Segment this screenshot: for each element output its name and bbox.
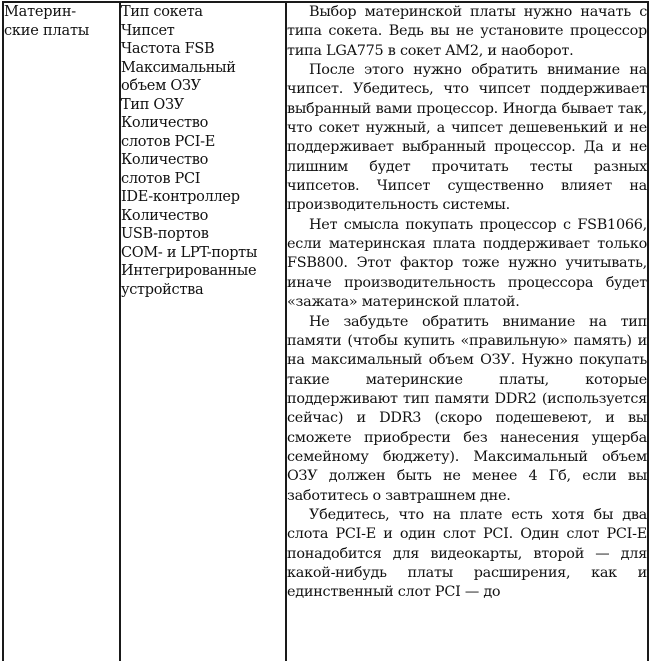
parameter-item: IDE-контроллер [121, 189, 240, 205]
description-paragraph: Не забудьте обратить внимание на тип памяти (чтобы купить «правильную» память) и на максимальный объем ОЗУ. Нужно покупать такие материнские платы, которые поддерживают тип памяти DDR2 (используется сейчас) и DDR3 (скоро подешевеют, и вы сможете приобрести без нанесения ущерба семейному бюджету). Максимальный объем ОЗУ должен быть не менее 4 Гб, если вы заботитесь о завтрашнем дне. [287, 313, 647, 504]
parameter-item: Чипсет [121, 22, 175, 39]
category-label: Материн- ские платы [4, 4, 90, 39]
description-cell [286, 2, 648, 661]
parameter-item: устройства [121, 281, 204, 298]
description-paragraph: Нет смысла покупать процессор с FSB1066, если материнская плата поддерживает только FSB800. Этот фактор тоже нужно учитывать, иначе производительность процессора будет «зажата» материнской платой. [287, 216, 647, 311]
parameter-item: Количество [121, 152, 209, 168]
parameter-item: Интегрированные [121, 263, 257, 279]
category-cell [3, 2, 120, 661]
table-row [3, 2, 648, 661]
parameter-item: USB-портов [121, 226, 209, 242]
parameter-item: слотов PCI [121, 170, 201, 187]
parameter-item: Количество [121, 207, 209, 224]
parameter-item: Количество [121, 115, 209, 131]
description-paragraph: Убедитесь, что на плате есть хотя бы два слота PCI-E и один слот PCI. Один слот PCI-E понадобится для видеокарты, второй — для какой-нибудь платы расширения, как и единственный слот PCI — до [287, 506, 647, 601]
parameter-item: Максимальный [121, 59, 236, 76]
hardware-spec-table [2, 1, 649, 661]
description-paragraph: Выбор материнской платы нужно начать с типа сокета. Ведь вы не установите процессор типа LGA775 в сокет AM2, и наоборот. [287, 4, 647, 59]
parameters-cell [120, 2, 286, 661]
parameter-item: слотов PCI-E [121, 133, 216, 150]
description-paragraph: После этого нужно обратить внимание на чипсет. Убедитесь, что чипсет поддерживает выбранный вами процессор. Иногда бывает так, что сокет нужный, а чипсет дешевенький и не поддерживает выбранный процессор. Да и не лишним будет прочитать тесты разных чипсетов. Чипсет существенно влияет на производительность системы. [287, 62, 647, 214]
parameter-item: объем ОЗУ [121, 78, 201, 94]
parameter-item: Частота FSB [121, 41, 215, 57]
parameter-item: Тип сокета [121, 4, 203, 20]
parameter-item: Тип ОЗУ [121, 96, 184, 113]
parameter-item: COM- и LPT-порты [121, 244, 258, 261]
